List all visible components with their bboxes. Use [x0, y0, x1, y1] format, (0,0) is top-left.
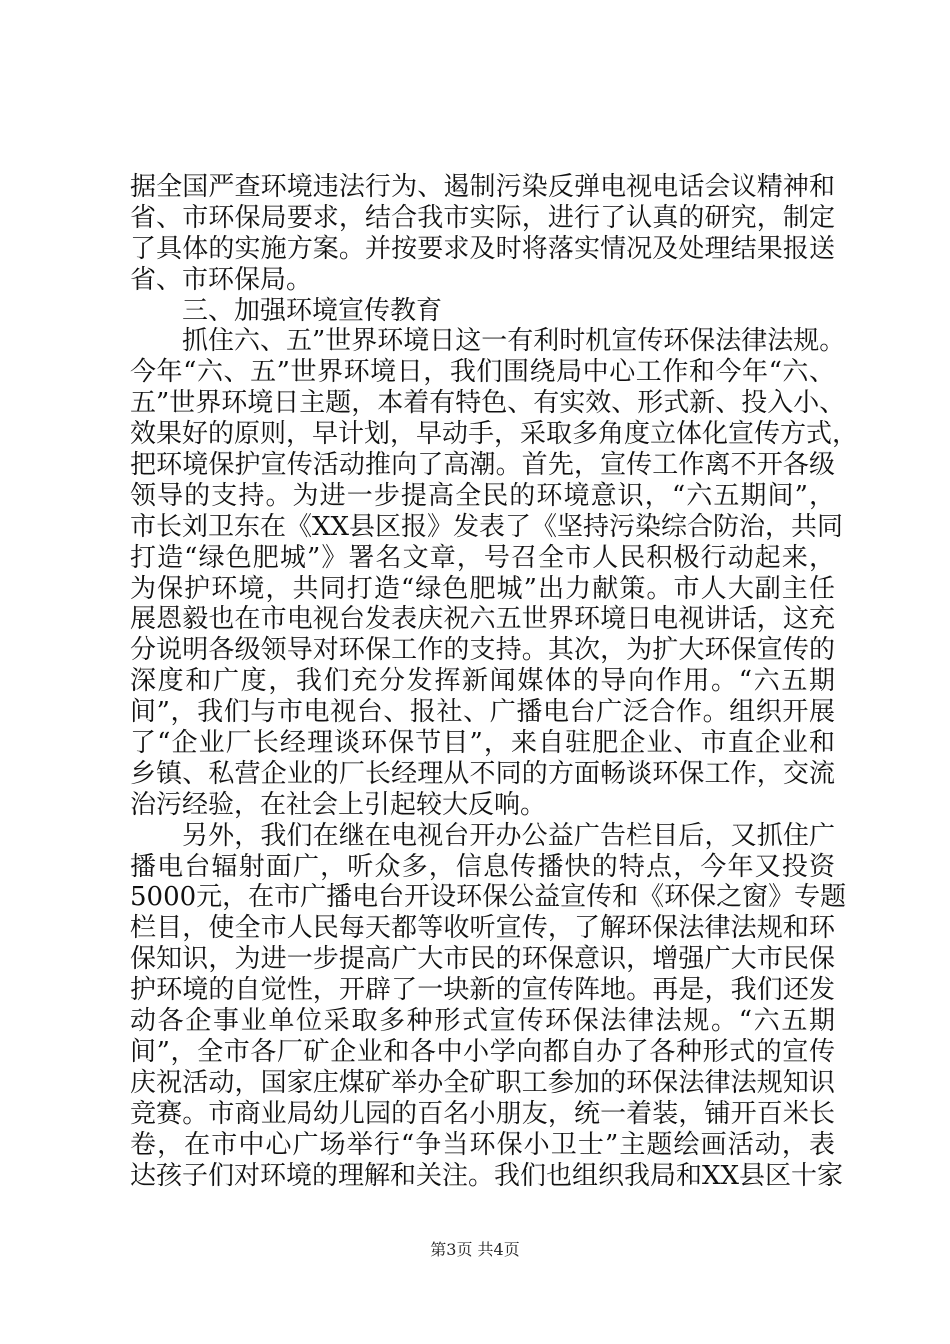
- text-line: 据全国严查环境违法行为、遏制污染反弹电视电话会议精神和: [130, 172, 835, 202]
- text-line: 卷，在市中心广场举行“争当环保小卫士”主题绘画活动，表: [130, 1129, 835, 1160]
- text-line: 治污经验，在社会上引起较大反响。: [130, 789, 547, 820]
- text-line: 展恩毅也在市电视台发表庆祝六五世界环境日电视讲话，这充: [130, 604, 835, 635]
- text-line: 打造“绿色肥城”》署名文章，号召全市人民积极行动起来，: [130, 542, 835, 573]
- text-line: 市长刘卫东在《XX县区报》发表了《坚持污染综合防治，共同: [130, 511, 844, 542]
- text-line: 今年“六、五”世界环境日，我们围绕局中心工作和今年“六、: [130, 357, 835, 388]
- text-line: 栏目，使全市人民每天都等收听宣传，了解环保法律法规和环: [130, 913, 835, 944]
- text-line: 抓住六、五”世界环境日这一有利时机宣传环保法律法规。: [182, 326, 846, 357]
- text-line: 另外，我们在继在电视台开办公益广告栏目后，又抓住广: [182, 820, 835, 851]
- document-body: [130, 172, 859, 1191]
- text-line: 了具体的实施方案。并按要求及时将落实情况及处理结果报送: [130, 233, 835, 264]
- text-line: 护环境的自觉性，开辟了一块新的宣传阵地。再是，我们还发: [130, 975, 835, 1006]
- text-line: 了“企业厂长经理谈环保节目”，来自驻肥企业、市直企业和: [130, 728, 835, 759]
- text-line: 动各企事业单位采取多种形式宣传环保法律法规。“六五期: [130, 1006, 835, 1037]
- text-line: 效果好的原则，早计划，早动手，采取多角度立体化宣传方式，: [130, 419, 859, 450]
- text-line: 分说明各级领导对环保工作的支持。其次，为扩大环保宣传的: [130, 635, 835, 666]
- text-line: 间”，我们与市电视台、报社、广播电台广泛合作。组织开展: [130, 697, 835, 728]
- paragraph: [130, 326, 859, 820]
- text-line: 三、加强环境宣传教育: [182, 295, 443, 326]
- text-line: 为保护环境，共同打造“绿色肥城”出力献策。市人大副主任: [130, 573, 835, 604]
- text-line: 间”，全市各厂矿企业和各中小学向都自办了各种形式的宣传: [130, 1036, 835, 1067]
- text-line: 播电台辐射面广，听众多，信息传播快的特点，今年又投资: [130, 851, 835, 882]
- text-line: 竞赛。市商业局幼儿园的百名小朋友，统一着装，铺开百米长: [130, 1098, 835, 1129]
- text-line: 省、市环保局要求，结合我市实际，进行了认真的研究，制定: [130, 202, 835, 233]
- paragraph: [130, 172, 835, 296]
- text-line: 五”世界环境日主题，本着有特色、有实效、形式新、投入小、: [130, 388, 846, 419]
- text-line: 深度和广度，我们充分发挥新闻媒体的导向作用。“六五期: [130, 666, 835, 697]
- text-line: 达孩子们对环境的理解和关注。我们也组织我局和XX县区十家: [130, 1160, 844, 1191]
- text-line: 省、市环保局。: [130, 264, 313, 295]
- text-line: 保知识，为进一步提高广大市民的环保意识，增强广大市民保: [130, 944, 835, 975]
- section-heading: [130, 296, 835, 327]
- text-line: 乡镇、私营企业的厂长经理从不同的方面畅谈环保工作，交流: [130, 758, 835, 789]
- page-footer: 第3页 共4页: [430, 1240, 520, 1259]
- text-line: 领导的支持。为进一步提高全民的环境意识，“六五期间”，: [130, 480, 835, 511]
- text-line: 把环境保护宣传活动推向了高潮。首先，宣传工作离不开各级: [130, 450, 835, 481]
- text-line: 庆祝活动，国家庄煤矿举办全矿职工参加的环保法律法规知识: [130, 1067, 835, 1098]
- paragraph: [130, 820, 847, 1192]
- text-line: 5000元，在市广播电台开设环保公益宣传和《环保之窗》专题: [130, 882, 847, 913]
